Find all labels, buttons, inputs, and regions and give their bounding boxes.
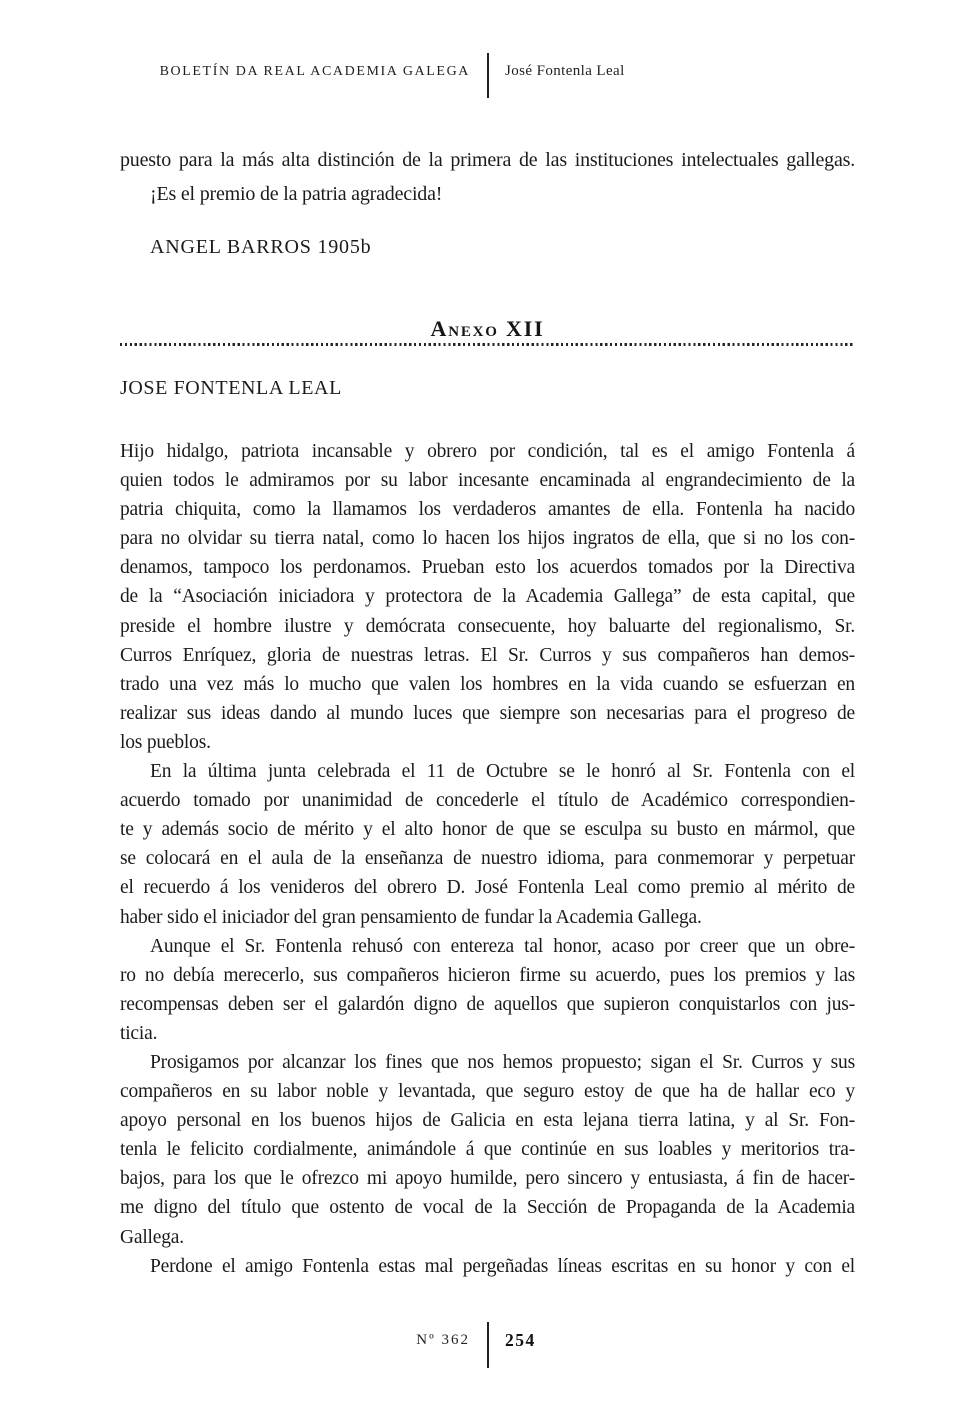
text-line xyxy=(120,177,855,211)
text-line-content: Aunque el Sr. Fontenla rehusó con entereza tal honor, acaso por creer que un obre- xyxy=(150,935,855,957)
text-line xyxy=(120,1048,855,1077)
text-line xyxy=(120,786,855,815)
text-line xyxy=(120,641,855,670)
text-line-content: haber sido el iniciador del gran pensamiento de fundar la Academia Gallega. xyxy=(120,906,702,928)
intro-paragraph xyxy=(120,143,855,211)
text-line-content: recompensas deben ser el galardón digno de aquellos que supieron conquistarlos con jus- xyxy=(120,993,855,1015)
text-line-content: acuerdo tomado por unanimidad de concederle el título de Académico correspondien- xyxy=(120,790,855,812)
text-line xyxy=(120,466,855,495)
running-header-author: José Fontenla Leal xyxy=(505,63,625,79)
text-line xyxy=(120,612,855,641)
text-line xyxy=(120,757,855,786)
text-line xyxy=(120,1019,855,1048)
text-line-content: se colocará en el aula de la enseñanza de nuestro idioma, para conmemorar y perpetuar xyxy=(120,848,855,870)
text-line xyxy=(120,1223,855,1252)
text-line-content: Prosigamos por alcanzar los fines que nos hemos propuesto; sigan el Sr. Curros y sus xyxy=(150,1051,855,1073)
text-line xyxy=(120,1164,855,1193)
text-line-content: patria chiquita, como la llamamos los verdaderos amantes de ella. Fontenla ha nacido xyxy=(120,499,855,521)
text-line-content: Hijo hidalgo, patriota incansable y obrero por condición, tal es el amigo Fontenla á xyxy=(120,441,855,462)
page-number: 254 xyxy=(505,1330,536,1350)
text-line xyxy=(120,1252,855,1281)
text-line-content: los pueblos. xyxy=(120,731,211,753)
text-line-content: el recuerdo á los venideros del obrero D. José Fontenla Leal como premio al mérito de xyxy=(120,877,855,899)
text-line xyxy=(120,1193,855,1222)
text-line-content: trado una vez más lo mucho que valen los hombres en la vida cuando se esfuerzan en xyxy=(120,673,855,695)
text-line-content: me digno del título que ostento de vocal de la Sección de Propaganda de la Academia xyxy=(120,1197,855,1219)
text-line-content: puesto para la más alta distinción de la primera de las instituciones intelectuales gallegas. xyxy=(120,149,855,171)
text-line xyxy=(120,699,855,728)
text-line xyxy=(120,670,855,699)
text-line-content: preside el hombre ilustre y demócrata consecuente, hoy baluarte del regionalismo, Sr. xyxy=(120,615,855,637)
text-line xyxy=(120,961,855,990)
text-line-content: Curros Enríquez, gloria de nuestras letras. El Sr. Curros y sus compañeros han demos- xyxy=(120,644,855,666)
text-line-content: de la “Asociación iniciadora y protectora de la Academia Gallega” de esta capital, que xyxy=(120,586,855,608)
text-line xyxy=(120,143,855,177)
text-line-content: Gallega. xyxy=(120,1226,184,1248)
text-line-content: Perdone el amigo Fontenla estas mal pergeñadas líneas escritas en su honor y con el xyxy=(150,1255,855,1277)
text-line xyxy=(120,1106,855,1135)
text-line-content: tenla le felicito cordialmente, animándole á que continúe en sus loables y meritorios tra- xyxy=(120,1139,855,1161)
text-line xyxy=(120,1077,855,1106)
text-line-content: compañeros en su labor noble y levantada, que seguro estoy de que ha de hallar eco y xyxy=(120,1081,855,1103)
heading-dotted-rule xyxy=(120,343,855,346)
text-line xyxy=(120,903,855,932)
signature-line: ANGEL BARROS 1905b xyxy=(150,236,372,258)
text-line-content: realizar sus ideas dando al mundo luces que siempre son necesarias para el progreso de xyxy=(120,702,855,724)
text-line-content: denamos, tampoco los perdonamos. Prueban esto los acuerdos tomados por la Directiva xyxy=(120,557,855,579)
text-line xyxy=(120,495,855,524)
text-line xyxy=(120,728,855,757)
text-line-content: para no olvidar su tierra natal, como lo hacen los hijos ingratos de ella, que si no los con- xyxy=(120,528,855,550)
annex-body xyxy=(120,437,855,1281)
text-line xyxy=(120,582,855,611)
text-line xyxy=(120,553,855,582)
text-line-content: te y además socio de mérito y el alto honor de que se esculpa su busto en mármol, que xyxy=(120,819,855,841)
text-line xyxy=(120,990,855,1019)
text-line-content: ro no debía merecerlo, sus compañeros hicieron firme su acuerdo, pues los premios y las xyxy=(120,964,855,986)
text-line-content: ticia. xyxy=(120,1022,158,1044)
text-line xyxy=(120,437,855,466)
text-line xyxy=(120,873,855,902)
text-line-content: quien todos le admiramos por su labor incesante encaminada al engrandecimiento de la xyxy=(120,470,855,492)
annex-heading: Anexo XII xyxy=(430,316,545,341)
text-line-content: apoyo personal en los buenos hijos de Galicia en esta lejana tierra latina, y al Sr. Fon- xyxy=(120,1110,855,1132)
text-line-content: ¡Es el premio de la patria agradecida! xyxy=(150,183,443,205)
footer-divider xyxy=(487,1322,489,1368)
journal-title: BOLETÍN DA REAL ACADEMIA GALEGA xyxy=(159,64,470,79)
text-line xyxy=(120,844,855,873)
text-line xyxy=(120,1135,855,1164)
text-line xyxy=(120,524,855,553)
text-line-content: bajos, para los que le ofrezco mi apoyo humilde, pero sincero y entusiasta, á fin de hacer- xyxy=(120,1168,855,1190)
annex-subheading: JOSE FONTENLA LEAL xyxy=(120,377,342,399)
text-line xyxy=(120,932,855,961)
header-divider xyxy=(487,53,489,98)
text-line-content: En la última junta celebrada el 11 de Octubre se le honró al Sr. Fontenla con el xyxy=(150,761,855,783)
issue-number: Nº 362 xyxy=(416,1332,470,1348)
text-line xyxy=(120,815,855,844)
